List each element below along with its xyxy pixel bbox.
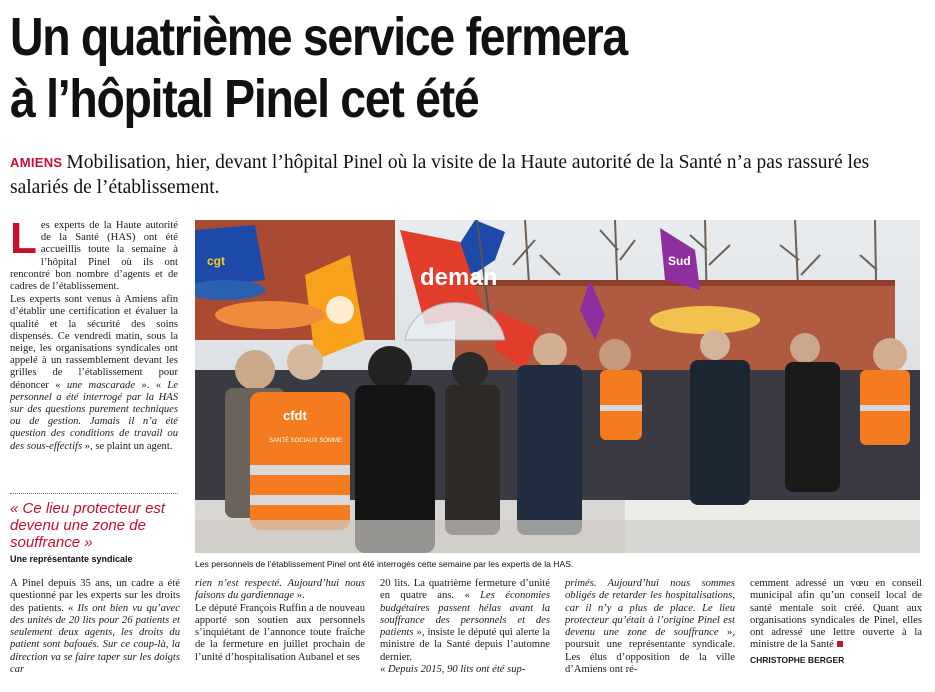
vest-reflective-stripe [250,465,350,475]
yellow-umbrella [650,306,760,334]
pull-quote: « Ce lieu protecteur est devenu une zone de souffrance » [10,500,166,551]
photo-caption: Les personnels de l’établissement Pinel ont été interrogés cette semaine par les experts de la HAS. [195,559,574,569]
end-of-article-square-icon [837,641,843,647]
body-text: ». [294,590,305,602]
body-text: », se plaint un agent. [82,440,173,452]
body-text: Les experts sont venus à Amiens afin d’établir une certification et évaluer la qualité et la sécurité des soins dispensés. Ce vendredi matin, sous la neige, les organisations syndicales ont appelé à un rassemblement devant les grilles de l’établissement pour dénoncer « [10,294,178,391]
vest-reflective-stripe [600,405,642,411]
body-quote: Le personnel a été interrogé par la HAS sur des questions purement techniques ou de gestion. Jamais il n’a été question des conditions de travail ou des sous-effectifs [10,379,179,452]
purple-flag-text: Sud [668,254,691,268]
foreground-snow [195,520,920,553]
vest-logo: cfdt [283,408,307,423]
headline-line-1: Un quatrième service fermera [10,7,627,67]
left-flag-text: cgt [207,254,225,268]
body-paragraph [10,294,178,453]
body-paragraph [195,578,365,603]
vest-reflective-stripe [250,495,350,505]
pull-quote-attribution: Une représentante syndicale [10,554,133,564]
flag-text: deman [420,264,498,291]
headline-line-2: à l’hôpital Pinel cet été [10,69,479,129]
body-quote: Les économies budgétaires passent hélas avant la souffrance des personnels et des patients [380,590,550,639]
body-paragraph [565,578,735,676]
body-text: 20 lits. La quatrième fermeture d’unité en quatre ans. « [380,578,550,602]
vest-subtext: SANTÉ SOCIAUX SOMME [269,438,343,444]
drop-cap: L [10,214,37,263]
headline [10,6,797,130]
body-text: À Pinel depuis 35 ans, un cadre a été questionné par les experts sur les droits des patients. « [10,578,180,614]
body-quote: une mascarade [66,379,136,391]
pullquote-divider [10,493,178,494]
body-paragraph [750,578,922,652]
author-byline: CHRISTOPHE BERGER [750,654,845,665]
body-text: », poursuit une représentante syndicale. Les élus d’opposition de la ville d’Amiens ont ré- [565,627,735,676]
body-paragraph [380,578,550,664]
kicker-location: AMIENS [10,155,63,170]
standfirst [10,150,925,200]
body-quote: Depuis 2015, 90 lits ont été sup- [387,664,526,676]
body-column-5 [750,578,922,690]
vest-reflective-stripe [860,405,910,411]
standfirst-text: Mobilisation, hier, devant l’hôpital Pinel où la visite de la Haute autorité de la Santé n’a pas rassuré les salariés de l’établissement. [10,152,870,198]
lead-paragraph [10,214,178,293]
body-quote: primés. Aujourd’hui nous sommes obligés de retarder les hospitalisations, car il n’y a plus de place. Le lieu protecteur qu’était à l’origine Pinel est devenu une zone de souffrance [565,578,735,639]
body-quote: Ils ont bien vu qu’avec des unités de 20 lits pour 26 patients et seulement deux agents, les droits du patient sont bafoués. Sur ce coup-là, la direction va se faire taper sur les doigts car [10,602,180,676]
body-column-1 [10,578,180,690]
body-quote: rien n’est respecté. Aujourd’hui nous faisons du gardiennage [195,578,365,602]
body-text: », insiste le député qui alerte la ministre de la Santé depuis l’automne dernier. [380,627,550,663]
body-paragraph [10,578,180,676]
body-column-3 [380,578,550,690]
body-text: cemment adressé un vœu en conseil municipal afin qu’un conseil local de santé mentale soit créé. Quant aux organisations syndicales de Pinel, elles ont adressé une lettre ouverte à la ministre de la Santé [750,578,922,651]
body-column-4 [565,578,735,690]
body-text: « [380,664,388,676]
body-text: ». « [135,379,168,391]
protest-photo-illustration [195,220,920,553]
body-paragraph [195,603,365,664]
body-text: Le député François Ruffin a de nouveau apporté son soutien aux personnels s’inquiétant de l’annonce toute fraîche de la fermeture en juillet prochain de l’unité d’hospitalisation Aubanel et ses [195,602,365,663]
lead-column [10,214,179,454]
orange-umbrella [215,301,325,329]
body-paragraph [380,664,550,676]
article-photo [195,220,920,553]
flag-emblem [326,296,354,324]
body-column-2 [195,578,365,690]
lead-text: es experts de la Haute autorité de la Santé (HAS) ont été accueillis toute la semaine à l’hôpital Pinel où ils ont rencontré bon nombre d’agents et de cadres de l’établissement. [10,220,178,293]
